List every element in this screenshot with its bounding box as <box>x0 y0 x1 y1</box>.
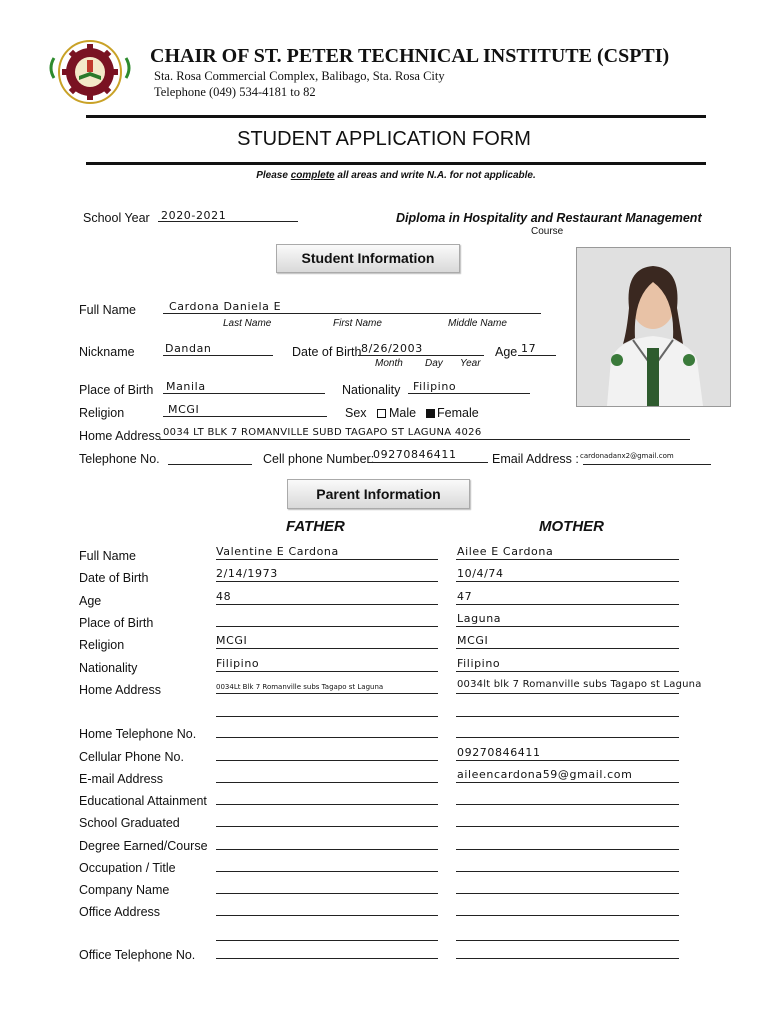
header-divider-bottom <box>86 162 706 165</box>
father-field[interactable]: 2/14/1973 <box>216 567 278 580</box>
parent-row-label: Age <box>79 594 102 608</box>
mother-field[interactable]: Laguna <box>457 612 502 625</box>
father-field[interactable]: 48 <box>216 590 232 603</box>
mother-line <box>456 849 679 850</box>
father-line <box>216 893 438 894</box>
mother-field[interactable]: Filipino <box>457 657 501 670</box>
middle-name-caption: Middle Name <box>448 318 507 329</box>
parent-row-label: Date of Birth <box>79 571 149 585</box>
full-name-label: Full Name <box>79 303 136 317</box>
parent-row-label: Occupation / Title <box>79 861 176 875</box>
mother-field[interactable]: 0034lt blk 7 Romanville subs Tagapo st Laguna <box>457 679 702 690</box>
religion-line <box>163 416 327 417</box>
father-line <box>216 871 438 872</box>
mother-line <box>456 671 679 672</box>
sex-label: Sex <box>345 406 367 420</box>
religion-label: Religion <box>79 406 125 420</box>
mother-extra-line <box>456 940 679 941</box>
course-label: Course <box>531 226 564 237</box>
header-divider-top <box>86 115 706 118</box>
parent-row-label: Degree Earned/Course <box>79 839 208 853</box>
mother-line <box>456 559 679 560</box>
form-instructions: Please complete all areas and write N.A. for not applicable. <box>256 170 536 181</box>
mother-line <box>456 693 679 694</box>
mother-line <box>456 648 679 649</box>
mother-line <box>456 760 679 761</box>
age-field[interactable]: 17 <box>521 342 537 355</box>
parent-row-label: Cellular Phone No. <box>79 750 184 764</box>
school-telephone: Telephone (049) 534-4181 to 82 <box>154 85 316 99</box>
mother-line <box>456 737 679 738</box>
school-year-label: School Year <box>83 211 150 225</box>
father-line <box>216 648 438 649</box>
father-field[interactable]: MCGI <box>216 634 248 647</box>
month-caption: Month <box>375 358 403 369</box>
female-checkbox[interactable] <box>426 409 435 418</box>
school-year-line <box>158 221 298 222</box>
cell-label: Cell phone Number: <box>263 452 375 466</box>
mother-field[interactable]: MCGI <box>457 634 489 647</box>
dob-label: Date of Birth <box>292 345 362 359</box>
father-line <box>216 626 438 627</box>
parent-row-label: Home Address <box>79 683 161 697</box>
male-checkbox[interactable] <box>377 409 386 418</box>
nationality-field[interactable]: Filipino <box>413 380 457 393</box>
mother-field[interactable]: 10/4/74 <box>457 567 504 580</box>
parent-row-label: School Graduated <box>79 816 180 830</box>
email-label: Email Address : <box>492 452 579 466</box>
father-field[interactable]: Filipino <box>216 657 260 670</box>
school-year-field[interactable]: 2020-2021 <box>161 209 227 222</box>
parent-row-label: Full Name <box>79 549 136 563</box>
parent-row-label: Place of Birth <box>79 616 154 630</box>
father-line <box>216 559 438 560</box>
parent-info-header: Parent Information <box>287 479 470 509</box>
father-line <box>216 958 438 959</box>
father-line <box>216 849 438 850</box>
age-line <box>518 355 556 356</box>
mother-field[interactable]: aileencardona59@gmail.com <box>457 768 633 781</box>
cell-line <box>368 462 488 463</box>
form-title: STUDENT APPLICATION FORM <box>237 128 531 150</box>
father-column-header: FATHER <box>286 518 345 535</box>
pob-field[interactable]: Manila <box>166 380 206 393</box>
pob-line <box>163 393 325 394</box>
telephone-line[interactable] <box>168 464 252 465</box>
mother-line <box>456 826 679 827</box>
religion-field[interactable]: MCGI <box>168 403 200 416</box>
student-photo <box>576 247 731 407</box>
father-extra-line <box>216 716 438 717</box>
father-field[interactable]: Valentine E Cardona <box>216 545 339 558</box>
female-label: Female <box>437 406 479 420</box>
parent-row-label: E-mail Address <box>79 772 164 786</box>
father-line <box>216 737 438 738</box>
parent-row-label: Religion <box>79 638 125 652</box>
father-line <box>216 804 438 805</box>
mother-column-header: MOTHER <box>539 518 604 535</box>
nickname-label: Nickname <box>79 345 135 359</box>
nickname-line <box>163 355 273 356</box>
mother-line <box>456 893 679 894</box>
pob-label: Place of Birth <box>79 383 154 397</box>
home-address-label: Home Address <box>79 429 161 443</box>
school-name: CHAIR OF ST. PETER TECHNICAL INSTITUTE (CSPTI) <box>150 45 670 67</box>
father-line <box>216 760 438 761</box>
dob-line <box>358 355 484 356</box>
home-address-field[interactable]: 0034 LT BLK 7 ROMANVILLE SUBD TAGAPO ST LAGUNA 4026 <box>163 427 482 438</box>
age-label: Age <box>495 345 518 359</box>
parent-row-label: Company Name <box>79 883 170 897</box>
father-line <box>216 782 438 783</box>
father-line <box>216 826 438 827</box>
father-line <box>216 604 438 605</box>
home-address-line <box>160 439 690 440</box>
mother-extra-line <box>456 716 679 717</box>
mother-line <box>456 804 679 805</box>
mother-line <box>456 581 679 582</box>
student-info-header: Student Information <box>276 244 460 273</box>
father-line <box>216 671 438 672</box>
mother-line <box>456 782 679 783</box>
parent-row-label: Office Telephone No. <box>79 948 196 962</box>
parent-row-label: Office Address <box>79 905 161 919</box>
father-extra-line <box>216 940 438 941</box>
year-caption: Year <box>460 358 481 369</box>
nationality-label: Nationality <box>342 383 401 397</box>
school-logo <box>46 38 134 106</box>
mother-line <box>456 626 679 627</box>
mother-line <box>456 604 679 605</box>
father-line <box>216 581 438 582</box>
day-caption: Day <box>425 358 443 369</box>
email-field[interactable]: cardonadanx2@gmail.com <box>580 452 674 460</box>
cell-field[interactable]: 09270846411 <box>373 448 457 461</box>
father-line <box>216 915 438 916</box>
full-name-line <box>163 313 541 314</box>
course-value[interactable]: Diploma in Hospitality and Restaurant Management <box>396 211 702 225</box>
dob-field[interactable]: 8/26/2003 <box>361 342 423 355</box>
first-name-caption: First Name <box>333 318 382 329</box>
telephone-label: Telephone No. <box>79 452 160 466</box>
last-name-caption: Last Name <box>223 318 272 329</box>
school-address: Sta. Rosa Commercial Complex, Balibago, Sta. Rosa City <box>154 69 445 83</box>
male-label: Male <box>389 406 417 420</box>
email-line <box>583 464 711 465</box>
mother-field[interactable]: 09270846411 <box>457 746 541 759</box>
mother-line <box>456 871 679 872</box>
nickname-field[interactable]: Dandan <box>165 342 212 355</box>
parent-row-label: Home Telephone No. <box>79 727 197 741</box>
mother-field[interactable]: Ailee E Cardona <box>457 545 554 558</box>
mother-line <box>456 915 679 916</box>
full-name-field[interactable]: Cardona Daniela E <box>169 300 282 313</box>
mother-line <box>456 958 679 959</box>
parent-row-label: Educational Attainment <box>79 794 207 808</box>
father-line <box>216 693 438 694</box>
nationality-line <box>408 393 530 394</box>
mother-field[interactable]: 47 <box>457 590 473 603</box>
parent-row-label: Nationality <box>79 661 138 675</box>
father-field[interactable]: 0034Lt Blk 7 Romanville subs Tagapo st Laguna <box>216 683 384 691</box>
